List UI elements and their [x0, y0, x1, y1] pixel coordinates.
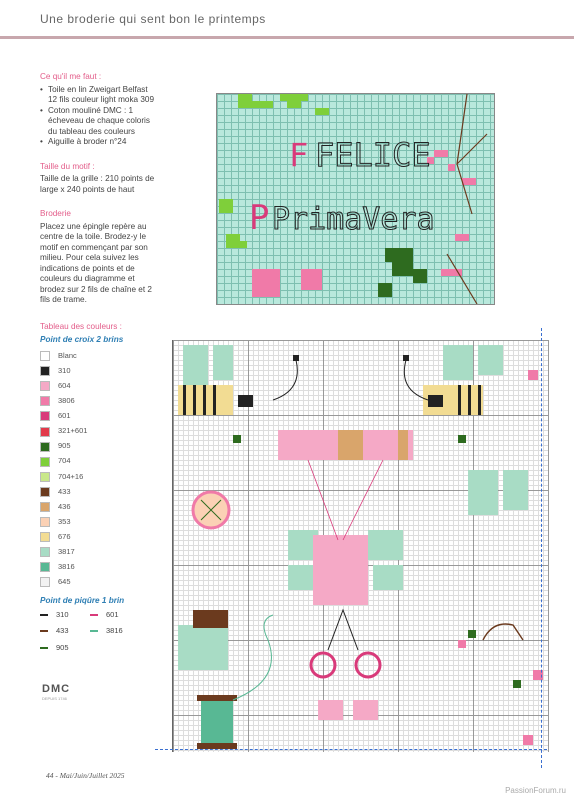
legend-label: 321+601 [58, 426, 88, 436]
color-swatch [40, 427, 50, 437]
preview-felice-word: FELICE [315, 136, 431, 174]
legend-row [40, 394, 155, 409]
legend-label: 601 [58, 411, 71, 421]
backstitch-label: 310 [56, 609, 69, 619]
color-swatch [40, 502, 50, 512]
legend-row [40, 499, 155, 514]
materials-list [40, 85, 155, 148]
size-text: Taille de la grille : 210 points de large x 240 points de haut [40, 174, 155, 194]
instructions-column [40, 72, 155, 653]
size-title: Taille du motif : [40, 161, 95, 171]
legend-label: 704 [58, 456, 71, 466]
embroidery-text: Placez une épingle repère au centre de la toile. Brodez-y le motif en commençant par son milieu. Pour cela suivez les indications de points et de couleurs du diagramme et brodez sur 2 fils de chaîne et 2 fils de trame. [40, 221, 152, 304]
chart-motif [173, 340, 549, 752]
embroidery-title: Broderie [40, 209, 71, 218]
legend-row [40, 349, 155, 364]
legend-title: Tableau des couleurs : [40, 321, 122, 331]
legend-label: 436 [58, 501, 71, 511]
backstitch-item [40, 610, 90, 621]
backstitch-label: 433 [56, 626, 69, 635]
color-swatch [40, 577, 50, 587]
stitched-preview [216, 93, 495, 305]
color-swatch [40, 487, 50, 497]
chart-bow [318, 700, 378, 720]
color-swatch [40, 517, 50, 527]
backstitch-item [90, 626, 150, 637]
dmc-logo-sub: DEPUIS 1746 [42, 696, 67, 701]
legend-row [40, 560, 155, 575]
preview-motif [217, 94, 494, 304]
color-swatch [40, 472, 50, 482]
legend-label: 310 [58, 365, 71, 375]
page-footer: 44 - Mai/Juin/Juillet 2025 [46, 771, 125, 780]
header-divider [0, 36, 574, 39]
page-title: Une broderie qui sent bon le printemps [40, 12, 266, 26]
chart-scissors [311, 653, 380, 677]
preview-dark-leaves [378, 248, 427, 297]
legend-row [40, 379, 155, 394]
color-swatch [40, 562, 50, 572]
legend-row [40, 530, 155, 545]
legend-row [40, 439, 155, 454]
backstitch-legend [40, 610, 155, 654]
color-swatch [40, 547, 50, 557]
cross-stitch-legend [40, 349, 155, 591]
color-swatch [40, 381, 50, 391]
backstitch-item [40, 643, 90, 654]
legend-row [40, 424, 155, 439]
dmc-logo [42, 683, 102, 701]
backstitch-label: 3816 [106, 626, 123, 635]
legend-label: 3817 [58, 547, 75, 557]
cross-stitch-chart [172, 340, 549, 752]
color-swatch [40, 442, 50, 452]
legend-row [40, 454, 155, 469]
backstitch-title: Point de piqûre 1 brin [40, 596, 125, 605]
backstitch-line [40, 614, 48, 616]
backstitch-line [90, 614, 98, 616]
backstitch-label: 905 [56, 642, 69, 652]
center-guide-vertical [541, 328, 542, 768]
legend-row [40, 364, 155, 379]
backstitch-item [90, 610, 150, 621]
page-header [0, 0, 574, 42]
legend-row [40, 409, 155, 424]
legend-label: 3816 [58, 562, 75, 572]
materials-item: • Toile en lin Zweigart Belfast 12 fils couleur light moka 309 [40, 85, 155, 106]
color-swatch [40, 396, 50, 406]
legend-row [40, 515, 155, 530]
legend-row [40, 575, 155, 590]
legend-label: 433 [58, 486, 71, 496]
color-swatch [40, 411, 50, 421]
legend-label: 905 [58, 441, 71, 451]
legend-label: 604 [58, 380, 71, 390]
legend-label: 3806 [58, 396, 75, 406]
legend-row [40, 545, 155, 560]
legend-label: Blanc [58, 350, 77, 360]
legend-row [40, 484, 155, 499]
watermark: PassionForum.ru [505, 786, 566, 795]
color-swatch [40, 457, 50, 467]
backstitch-line [90, 630, 98, 632]
backstitch-item [40, 626, 90, 637]
materials-title: Ce qu'il me faut : [40, 72, 102, 81]
dmc-logo-text: DMC [42, 683, 71, 695]
backstitch-line [40, 647, 48, 649]
chart-small-flowers [458, 370, 543, 745]
backstitch-label: 601 [106, 609, 119, 619]
legend-label: 353 [58, 516, 71, 526]
color-swatch [40, 351, 50, 361]
materials-item: • Coton mouliné DMC : 1 écheveau de chaque coloris du tableau des couleurs [40, 106, 155, 138]
color-swatch [40, 532, 50, 542]
color-swatch [40, 366, 50, 376]
preview-text-felice: F [289, 136, 309, 174]
cross-stitch-title: Point de croix 2 brins [40, 335, 124, 344]
preview-primavera-word: PrimaVera [272, 202, 435, 237]
center-guide-horizontal [155, 749, 547, 750]
materials-item: • Aiguille à broder n°24 [40, 137, 155, 148]
preview-text-p: P [249, 198, 270, 238]
legend-label: 676 [58, 531, 71, 541]
backstitch-line [40, 630, 48, 632]
legend-label: 704+16 [58, 471, 84, 481]
legend-label: 645 [58, 577, 71, 587]
legend-row [40, 469, 155, 484]
